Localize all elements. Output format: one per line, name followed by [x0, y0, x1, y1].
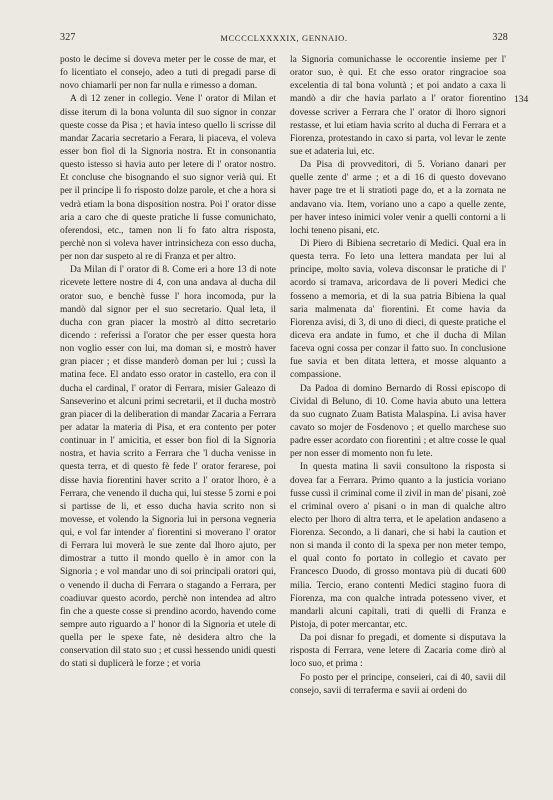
page-number-left: 327: [60, 32, 76, 43]
paragraph: la Signoria comunichasse le occorentie insieme per l' orator suo, è qui. Et che esso orator ringracioe soa excelentia di tal bona voluntà ; et poi andato a caxa li mandò a dir che havia parlato a l' orator fiorentino dovesse scriver a Ferrara che l' orator di lhoro signori restasse, et lui etiam havia scrito al ducha di Ferrara et a Fiorenza, protestando in caxo si parta, vol levar le zente sue et adateria lui, etc.: [290, 55, 506, 157]
paragraph: Di Piero di Bibiena secretario di Medici. Qual era in questa terra. Fo leto una lettera mandata per lui al principe, molto savia, voleva disconsar le pratiche di l' acordo si tramava, aricordava de li poveri Medici che fosseno a memoria, et di la sua patria Bibiena la qual saria malmenata da' fiorentini. Et come havia da Fiorenza avisi, di 3, di uno di dieci, di queste pratiche el diceva era andate in fumo, et che il ducha di Milan faceva ogni cossa per conzar il fatto suo. In conclusione fue savia et ben ditata lettera, et mosse alquanto a compassione.: [290, 238, 506, 381]
running-title: MCCCCLXXXXIX, GENNAIO.: [220, 33, 348, 43]
page-header: [60, 32, 508, 46]
paragraph: posto le decime si doveva meter per le cosse de mar, et fo licentiato el consejo, adeo a tuti di pregadi parse di novo chiamarli per non far nulla e rimesso a doman.: [60, 55, 276, 92]
paragraph: In questa matina li savii consultono la risposta si dovea far a Ferrara. Primo quanto a la justicia voriano fusse cussì il criminal come il zivil in man de' pisani, zoè el criminal overo a' pisani o in man di qualche altro electo per lhoro di altra terra, et le apelation andaseno a Fiorenza. Secondo, a li danari, che si habi la caution et non si manda il conto di la spexa per non meter tempo, el qual conto fo portato in collegio et cavato per Francesco Duodo, di grosso montava più di ducati 600 milia. Tercio, erano contenti Medici stagino fuora di Fiorenza, ma con qualche intrada potesseno viver, et mandarli alcuni capitali, trati di quelli di Franza e Pistoja, di poter mercantar, etc.: [290, 462, 506, 631]
page-number-right: 328: [492, 32, 508, 43]
paragraph: Da Padoa di domino Bernardo di Rossi episcopo di Cividal di Beluno, di 10. Come havia abuto una lettera da suo cugnato Zuam Batista Malaspina. Li avisa haver cavato so mojer de Fosdenovo ; et quello marchese suo padre esser acordato con fiorentini ; et altre cosse le qual per non esser di momento non fu lete.: [290, 383, 506, 460]
left-column: [60, 54, 276, 672]
margin-page-number: 134: [514, 95, 529, 105]
paragraph: Da Milan di l' orator di 8. Come eri a hore 13 di note ricevete lettere nostre di 4, con una andava al ducha dil orator suo, e benchè fusse l' hora incomoda, pur la mandò dal signor per el suo secretario. Qual leta, il ducha con gran piacer la mostrò al ditto secretario dicendo : referissi a l'orator che per esser questa hora non voglio esser con lui, ma doman si, e mostrò haver gran piacer ; et disse manderò doman per lui ; cussì la matina fece. El andato esso orator in castello, era con il ducha el cardinal, l' orator di Ferrara, misier Galeazo di Sanseverino et alcuni primi secretarii, et il ducha mostrò gran piacer di la deliberation di mandar Zacaria a Ferrara per adatar la materia di Pisa, et era contento per poter continuar in l' amicitia, et esser bon fiol di la Signoria nostra, et havia scrito a Ferrara che 'l ducha venisse in questa terra, et di questo fè fede l' orator ferarese, poi disse havia fiorentini haver scrito a l' orator lhoro, è a Ferrara, che venendo il ducha qui, lui stesse 5 zorni e poi si partisse de li, et esso ducha havia scrito non si movesse, et volendo la Signoria lui in persona vegneria qui, e vol far intender a' fiorentini si moverano l' orator di Ferrara lui moverà le sue zente dal lhoro ajuto, per dimostrar a tutto il mondo quello è in amor con la Signoria ; e vol mandar uno di soi principali oratori qui, o venendo il ducha di Ferrara o stagando a Ferrara, per coadiuvar questo acordo, perchè non intendea ad altro fin che a queste cosse si prendino acordo, havendo come sempre auto riguardo a l' honor di la Signoria et utele di quella per le spexe fate, nè desidera altro che la conservation dil stato suo ; et cussì hessendo unidi questi do stati si duplicerà le forze ; et voria: [60, 265, 276, 670]
paragraph: Fo posto per el principe, conseieri, cai di 40, savii dil consejo, savii di terraferma e savii ai ordeni do: [290, 672, 506, 696]
right-column: [290, 54, 506, 698]
paragraph: Da Pisa di provveditori, di 5. Voriano danari per quelle zente d' arme ; et a dì 16 di questo dovevano haver page tre et li stratioti page do, et a la zornata ne andavano via. Item, voriano uno a capo a quelle zente, per haver inteso inimici voler venir a quelli contorni a li lochi teneno pisani, etc.: [290, 160, 506, 236]
paragraph: Da poi disnar fo pregadi, et domente si disputava la risposta di Ferrara, vene letere di Zacaria come dirò al loco suo, et prima :: [290, 633, 506, 670]
paragraph: A dì 12 zener in collegio. Vene l' orator di Milan et disse iterum di la bona volunta dil suo signor in conzar queste cosse da Pisa ; et havia inteso quello li scrisse dil mandar Zacaria secretario a Ferara, li piaceva, el voleva esser bon fiol di la Signoria nostra. Et in consonantia questo istesso si havia auto per letere di l' orator nostro. Et concluse che bisognando el suo signor verià qui. Et per il principe li fo risposto dolze parole, et che a hora si vedrà etiam la bona disposition nostra. Poi l' orator disse aria a caro che di queste pratiche li fusse comunichato, oferendosi, etc., tamen non li fo fato altra risposta, perchè non si voleva haver intrinsicheza con esso ducha, per non dar suspeto al re di Franza et per altro.: [60, 94, 276, 263]
